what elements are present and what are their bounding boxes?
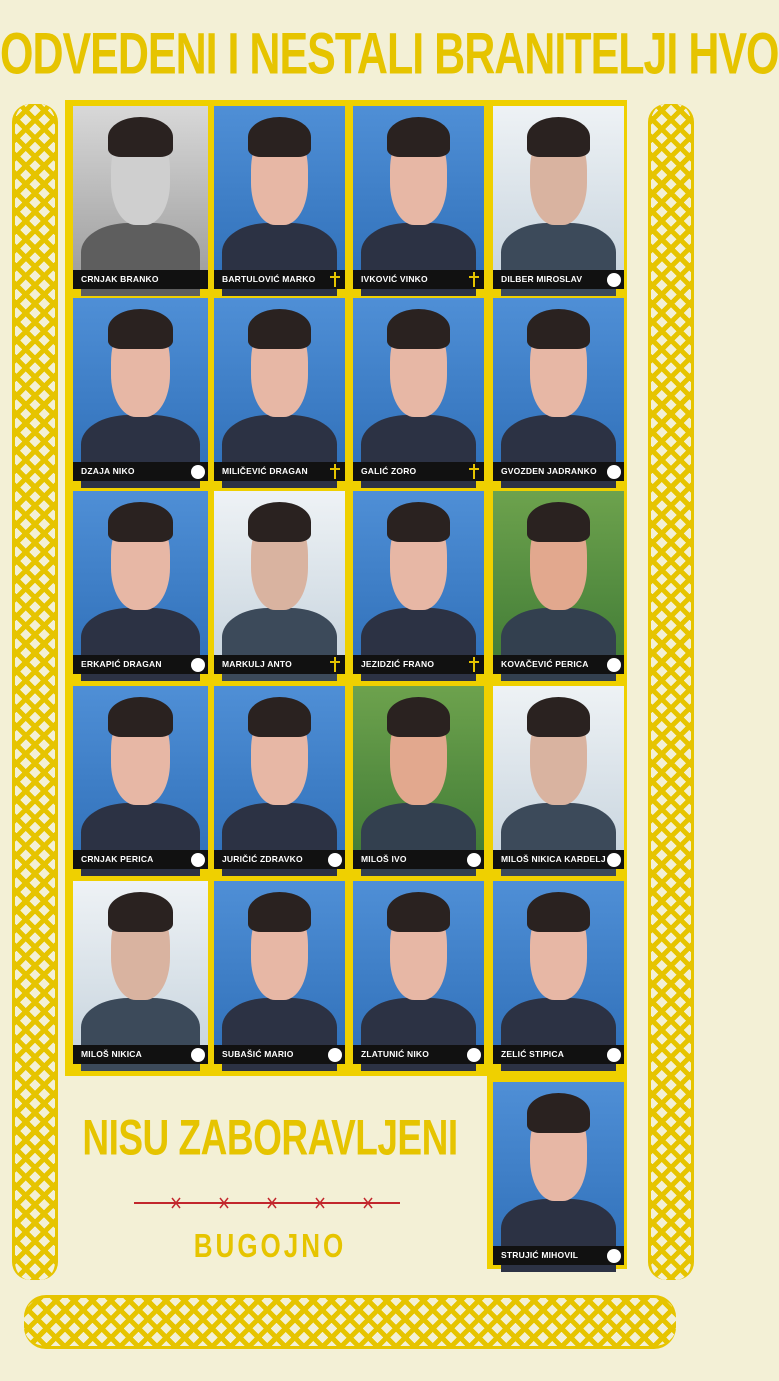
portrait-card [214,686,345,869]
person-name: MILIČEVIĆ DRAGAN [214,462,345,481]
portrait-photo [214,491,345,674]
person-name: SUBAŠIĆ MARIO [214,1045,345,1064]
person-name: MARKULJ ANTO [214,655,345,674]
circle-icon [191,465,205,479]
portrait-card [73,106,208,289]
circle-icon [607,273,621,287]
portrait-photo [214,881,345,1064]
portrait-hair [248,502,311,542]
person-name: CRNJAK PERICA [73,850,208,869]
portrait-card [73,881,208,1064]
person-name: KOVAČEVIĆ PERICA [493,655,624,674]
person-name: STRUJIĆ MIHOVIL [493,1246,624,1265]
portrait-hair [248,309,311,349]
person-name: DILBER MIROSLAV [493,270,624,289]
portrait-photo [493,491,624,674]
circle-icon [467,1048,481,1062]
portrait-card [353,881,484,1064]
circle-icon [607,1048,621,1062]
portrait-hair [527,1093,590,1133]
portrait-hair [387,892,450,932]
portrait-photo [214,686,345,869]
cross-icon [329,657,341,672]
portrait-card [353,491,484,674]
portrait-card [353,106,484,289]
bottom-braid-ornament [24,1295,676,1349]
portrait-photo [73,881,208,1064]
portrait-photo [493,881,624,1064]
cross-icon [468,272,480,287]
portrait-photo [353,298,484,481]
portrait-hair [108,502,173,542]
portrait-card [493,106,624,289]
portrait-photo [493,1082,624,1265]
circle-icon [328,1048,342,1062]
portrait-card [493,491,624,674]
portrait-photo [353,686,484,869]
portrait-hair [248,117,311,157]
portrait-card [214,881,345,1064]
circle-icon [191,853,205,867]
person-name: DZAJA NIKO [73,462,208,481]
portrait-hair [108,117,173,157]
cross-icon [468,657,480,672]
portrait-hair [527,697,590,737]
person-name: BARTULOVIĆ MARKO [214,270,345,289]
portrait-card [493,881,624,1064]
memorial-subtitle: NISU ZABORAVLJENI [82,1110,458,1166]
portrait-photo [493,106,624,289]
portrait-card [493,686,624,869]
cross-icon [329,464,341,479]
circle-icon [607,1249,621,1263]
barbed-wire-icon [134,1198,400,1208]
portrait-hair [527,892,590,932]
poster-title: ODVEDENI I NESTALI BRANITELJI HVO [0,22,779,87]
circle-icon [191,1048,205,1062]
person-name: ERKAPIĆ DRAGAN [73,655,208,674]
person-name: IVKOVIĆ VINKO [353,270,484,289]
portrait-photo [73,686,208,869]
portrait-hair [527,502,590,542]
person-name: JEZIDZIĆ FRANO [353,655,484,674]
portrait-hair [387,502,450,542]
person-name: JURIČIĆ ZDRAVKO [214,850,345,869]
portrait-hair [248,697,311,737]
person-name: GALIĆ ZORO [353,462,484,481]
portrait-photo [353,491,484,674]
portrait-photo [214,298,345,481]
portrait-photo [73,106,208,289]
person-name: ZELIĆ STIPICA [493,1045,624,1064]
portrait-photo [73,298,208,481]
cross-icon [468,464,480,479]
circle-icon [607,658,621,672]
portrait-hair [108,697,173,737]
portrait-photo [493,298,624,481]
portrait-photo [493,686,624,869]
portrait-hair [527,117,590,157]
portrait-card [214,298,345,481]
person-name: CRNJAK BRANKO [73,270,208,289]
circle-icon [467,853,481,867]
portrait-photo [73,491,208,674]
portrait-card [353,298,484,481]
place-label: BUGOJNO [193,1226,347,1265]
portrait-hair [387,117,450,157]
portrait-card [73,686,208,869]
portrait-card [214,491,345,674]
person-name: MILOŠ NIKICA KARDELJ [493,850,624,869]
person-name: MILOŠ NIKICA [73,1045,208,1064]
circle-icon [607,465,621,479]
portrait-hair [248,892,311,932]
portrait-photo [214,106,345,289]
portrait-card [493,1082,624,1265]
circle-icon [191,658,205,672]
person-name: ZLATUNIĆ NIKO [353,1045,484,1064]
right-braid-ornament [648,104,694,1280]
portrait-card [214,106,345,289]
portrait-hair [108,309,173,349]
portrait-hair [527,309,590,349]
cross-icon [329,272,341,287]
circle-icon [607,853,621,867]
portrait-card [353,686,484,869]
left-braid-ornament [12,104,58,1280]
person-name: GVOZDEN JADRANKO [493,462,624,481]
portrait-hair [387,309,450,349]
person-name: MILOŠ IVO [353,850,484,869]
circle-icon [328,853,342,867]
portrait-hair [387,697,450,737]
portrait-photo [353,106,484,289]
portrait-card [73,491,208,674]
portrait-hair [108,892,173,932]
portrait-photo [353,881,484,1064]
portrait-card [493,298,624,481]
portrait-card [73,298,208,481]
